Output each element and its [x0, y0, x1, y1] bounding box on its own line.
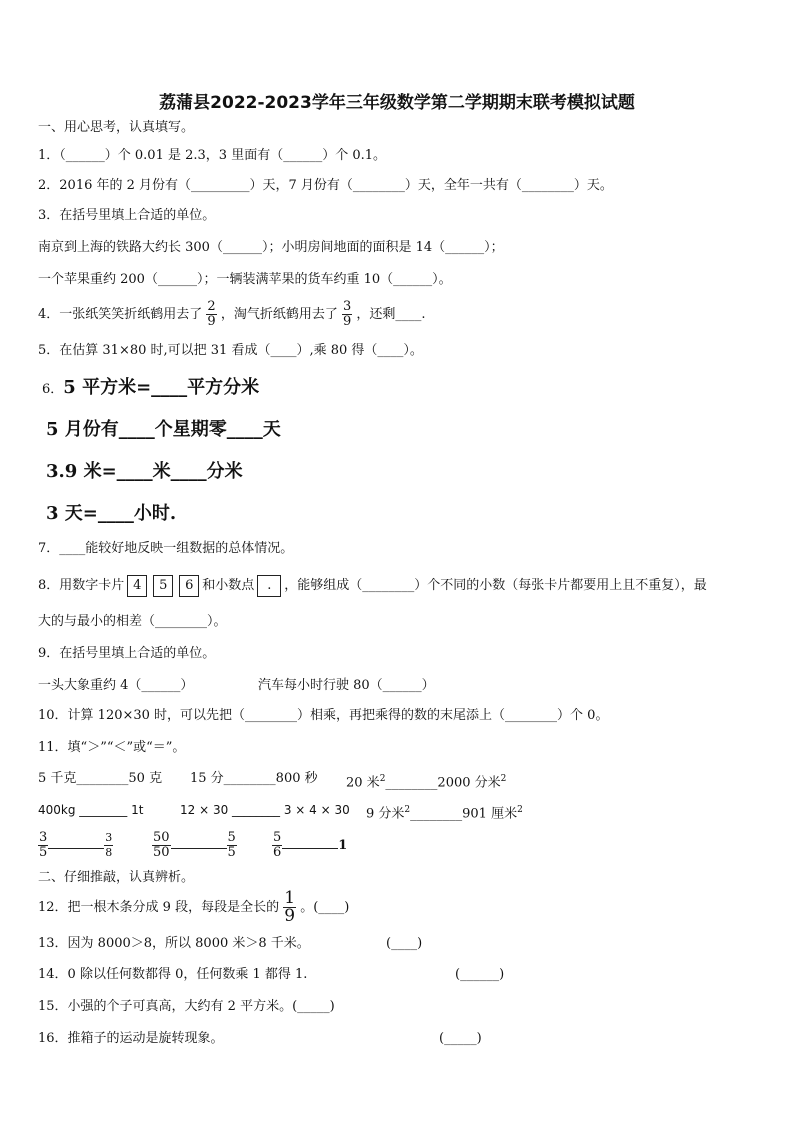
- superscript: 2: [500, 774, 507, 784]
- fraction-numerator: 3: [105, 831, 113, 844]
- fraction-50-50: [152, 831, 171, 860]
- number-one: 1: [338, 838, 348, 853]
- question-3b: 一个苹果重约 200（______）；一辆装满苹果的货车约重 10（______）。: [38, 272, 452, 287]
- fraction-5-5: [227, 831, 237, 860]
- question-6a: [42, 377, 259, 401]
- fraction-denominator: 6: [273, 845, 282, 860]
- fraction-numerator: 3: [343, 299, 352, 314]
- fraction-denominator: 8: [105, 846, 113, 859]
- question-4: [38, 298, 426, 332]
- question-4-text-a: 4．一张纸笑笑折纸鹤用去了: [38, 307, 203, 322]
- compare-row-2c: [366, 802, 523, 822]
- question-1: 1．（______）个 0.01 是 2.3，3 里面有（______）个 0.1。: [38, 148, 386, 163]
- fraction-denominator: 5: [39, 845, 48, 860]
- fraction-3-8: [104, 831, 113, 860]
- digit-card-5: 5: [153, 575, 173, 597]
- fraction-5-6: [272, 831, 282, 860]
- question-12-text-a: 12．把一根木条分成 9 段，每段是全长的: [38, 900, 280, 915]
- compare-row-1b: 15 分________800 秒: [190, 771, 318, 786]
- answer-blank[interactable]: [282, 836, 338, 849]
- question-12-text-b: 。(____): [300, 900, 350, 915]
- question-3: 3．在括号里填上合适的单位。: [38, 208, 216, 223]
- question-16-answer[interactable]: (_____): [439, 1031, 482, 1046]
- question-16: 16．推箱子的运动是旋转现象。: [38, 1031, 224, 1046]
- question-3a: 南京到上海的铁路大约长 300（______）；小明房间地面的面积是 14（______）；: [38, 240, 504, 255]
- fraction-numerator: 3: [39, 830, 48, 845]
- question-6b: 5 月份有____个星期零____天: [46, 419, 281, 440]
- question-6a-text: 5 平方米=____平方分米: [63, 377, 260, 398]
- answer-blank[interactable]: [48, 836, 104, 849]
- fraction-numerator: 1: [284, 888, 296, 908]
- fraction-3-9: [342, 300, 352, 329]
- superscript: 2: [517, 805, 523, 815]
- compare-row-3c: [272, 826, 347, 866]
- compare-row-3b: [152, 826, 237, 866]
- question-15: 15．小强的个子可真高，大约有 2 平方米。(_____): [38, 999, 335, 1014]
- fraction-numerator: 5: [273, 830, 282, 845]
- question-6c: 3.9 米=____米____分米: [46, 461, 243, 482]
- compare-row-2a: 400kg ________ 1t: [38, 803, 144, 817]
- question-4-text-b: ，淘气折纸鹤用去了: [220, 307, 338, 322]
- fraction-denominator: 9: [284, 906, 296, 926]
- superscript: 2: [379, 774, 386, 784]
- fraction-numerator: 2: [207, 299, 216, 314]
- section-2-heading: 二、仔细推敲，认真辨析。: [38, 870, 195, 885]
- question-13-answer[interactable]: (____): [386, 936, 423, 951]
- question-14-answer[interactable]: (______): [455, 967, 505, 982]
- fraction-1-9: [283, 890, 296, 925]
- digit-card-4: 4: [127, 575, 147, 597]
- question-5: 5．在估算 31×80 时,可以把 31 看成（____）,乘 80 得（____）。: [38, 343, 423, 358]
- compare-right: ________2000 分米: [385, 775, 501, 791]
- question-8: [38, 574, 707, 598]
- page-title: 荔蒲县2022-2023学年三年级数学第二学期期末联考模拟试题: [159, 93, 635, 113]
- question-12: [38, 890, 349, 926]
- fraction-3-5: [38, 831, 48, 860]
- question-8-continued: 大的与最小的相差（________）。: [38, 614, 227, 629]
- digit-card-6: 6: [179, 575, 199, 597]
- section-1-heading: 一、用心思考，认真填写。: [38, 120, 195, 135]
- fraction-2-9: [206, 300, 216, 329]
- question-10: 10．计算 120×30 时，可以先把（________）相乘，再把乘得的数的末尾添上（________）个 0。: [38, 708, 609, 723]
- compare-row-3a: [38, 826, 113, 866]
- decimal-point-card: .: [257, 575, 281, 597]
- question-8-text-c: ，能够组成（________）个不同的小数（每张卡片都要用上且不重复），最: [284, 578, 707, 593]
- question-6d: 3 天=____小时.: [46, 503, 177, 524]
- answer-blank[interactable]: [171, 836, 227, 849]
- question-4-text-c: ，还剩____.: [356, 307, 426, 322]
- compare-row-1c: [346, 771, 506, 791]
- compare-left: 9 分米: [366, 806, 405, 822]
- question-9b: 汽车每小时行驶 80（______）: [258, 678, 435, 693]
- question-9a: 一头大象重约 4（______）: [38, 678, 194, 693]
- question-13: 13．因为 8000＞8，所以 8000 米＞8 千米。: [38, 936, 310, 951]
- fraction-denominator: 5: [227, 845, 236, 860]
- fraction-numerator: 50: [153, 830, 170, 845]
- question-7: 7．____能较好地反映一组数据的总体情况。: [38, 541, 294, 556]
- fraction-denominator: 50: [153, 845, 170, 860]
- compare-row-1a: 5 千克________50 克: [38, 771, 163, 786]
- superscript: 2: [404, 805, 411, 815]
- question-6-number: 6．: [42, 382, 64, 397]
- fraction-numerator: 5: [227, 830, 236, 845]
- question-8-text-b: 和小数点: [202, 578, 255, 593]
- compare-left: 20 米: [346, 775, 380, 791]
- compare-right: ________901 厘米: [410, 806, 518, 822]
- fraction-denominator: 9: [207, 314, 216, 329]
- compare-row-2b: 12 × 30 ________ 3 × 4 × 30: [180, 803, 350, 817]
- question-9: 9．在括号里填上合适的单位。: [38, 646, 216, 661]
- question-14: 14．0 除以任何数都得 0，任何数乘 1 都得 1.: [38, 967, 308, 982]
- question-2: 2．2016 年的 2 月份有（_________）天，7 月份有（________）天，全年一共有（________）天。: [38, 178, 613, 193]
- question-8-text-a: 8．用数字卡片: [38, 578, 125, 593]
- fraction-denominator: 9: [343, 314, 352, 329]
- question-11: 11．填“＞”“＜”或“＝”。: [38, 740, 186, 755]
